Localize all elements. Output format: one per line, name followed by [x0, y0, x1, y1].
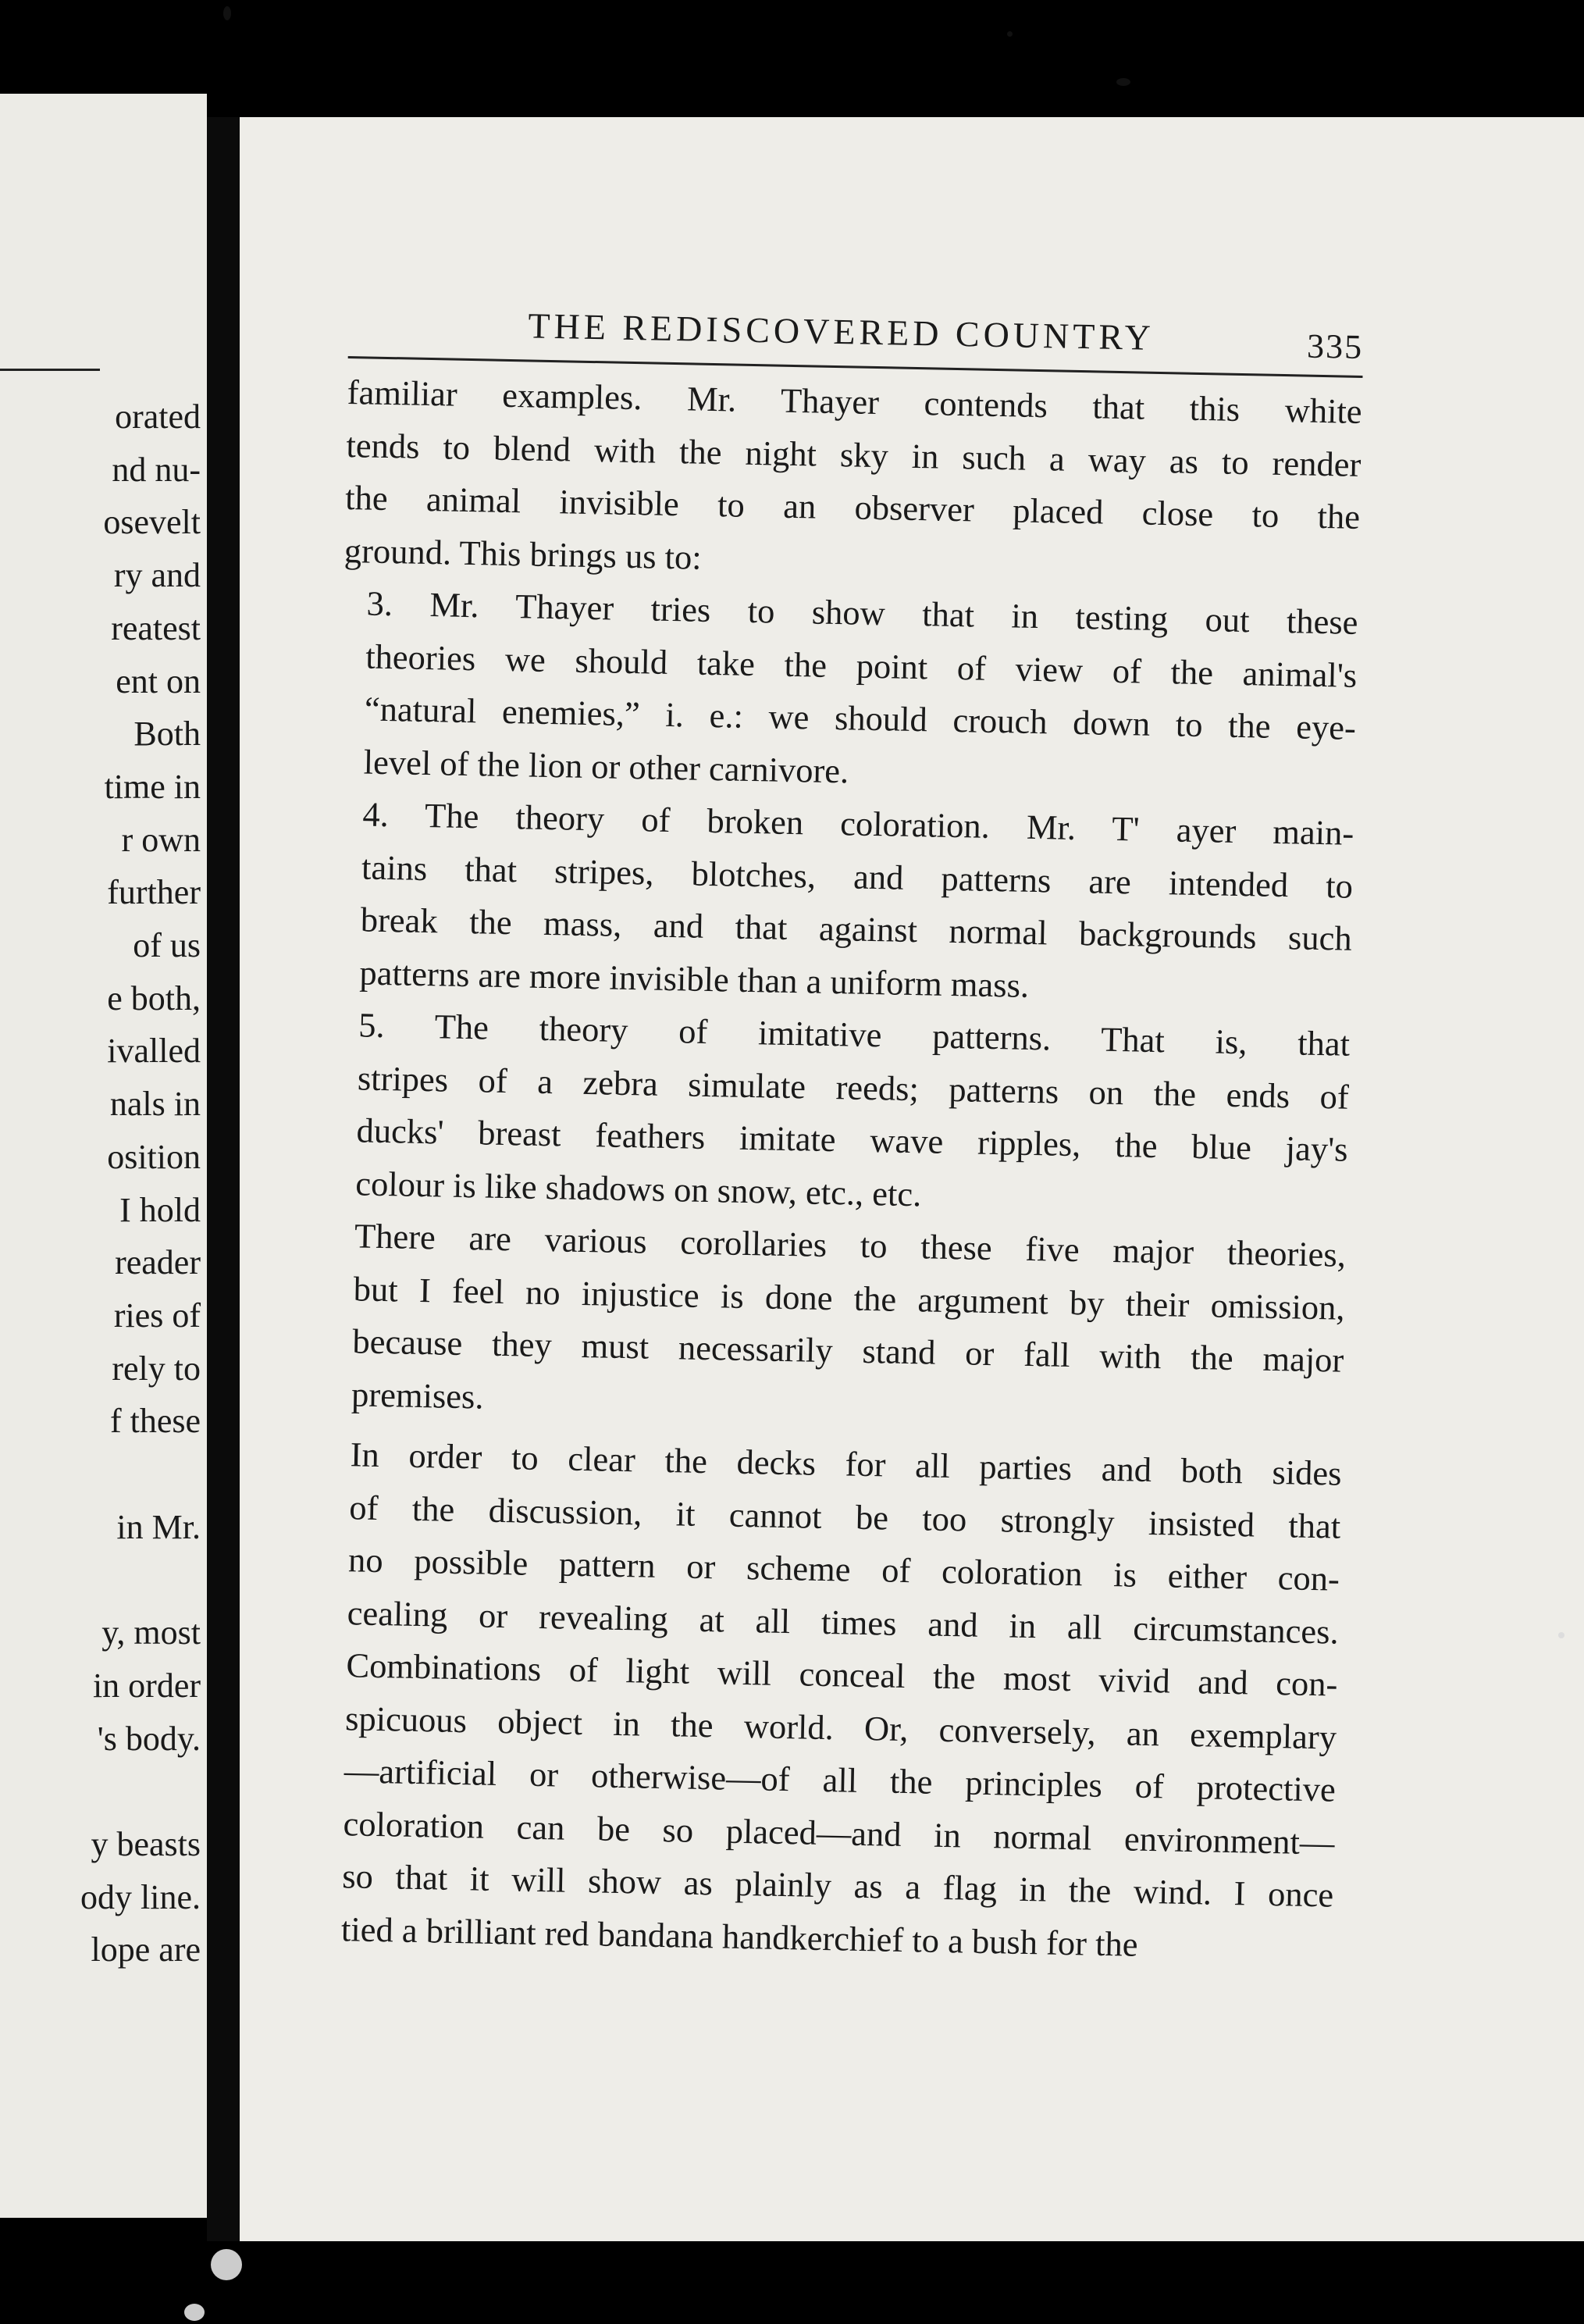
- page-content: [317, 305, 1363, 1975]
- left-page-line-fragment: y, most: [101, 1613, 201, 1652]
- text-line: 3. Mr. Thayer tries to show that in testing out these: [366, 583, 1358, 642]
- left-page-line-fragment: in Mr.: [116, 1507, 201, 1546]
- left-page-line-fragment: nd nu-: [112, 450, 201, 489]
- left-page-line-fragment: in order: [92, 1666, 201, 1705]
- text-line: coloration can be so placed—and in normal environment—: [343, 1803, 1335, 1862]
- left-page-line-fragment: f these: [109, 1402, 201, 1441]
- text-line: so that it will show as plainly as a flag in the wind. I once: [341, 1856, 1334, 1915]
- body-text: [317, 366, 1362, 1975]
- scan-speck: [184, 2304, 205, 2321]
- paragraph: [328, 1210, 1347, 1440]
- left-page-line-fragment: ody line.: [80, 1877, 201, 1916]
- text-line: tied a brilliant red bandana handkerchief to a bush for the: [340, 1909, 1139, 1964]
- paragraph: [343, 366, 1362, 597]
- left-page-line-fragment: rely to: [112, 1349, 201, 1388]
- text-line: stripes of a zebra simulate reeds; patterns on the ends of: [357, 1057, 1350, 1117]
- left-page-line-fragment: osevelt: [103, 503, 201, 542]
- left-page-line-fragment: y beasts: [91, 1824, 201, 1863]
- paragraph: [332, 999, 1351, 1229]
- left-page-line-fragment: osition: [107, 1137, 201, 1176]
- scan-speck: [1007, 31, 1013, 37]
- text-line: “natural enemies,” i. e.: we should crouch down to the eye-: [364, 689, 1357, 747]
- paragraph: [336, 788, 1354, 1018]
- text-line: level of the lion or other carnivore.: [363, 741, 849, 790]
- left-page-line-fragment: ent on: [116, 661, 201, 700]
- left-page-line-fragment: e both,: [107, 978, 201, 1018]
- paragraph: [317, 1428, 1342, 1975]
- left-page-line-fragment: 's body.: [97, 1719, 201, 1758]
- text-line: because they must necessarily stand or fall with the major: [352, 1321, 1344, 1380]
- scan-speck: [1558, 1632, 1564, 1638]
- page-header: [348, 305, 1364, 372]
- right-page: [240, 117, 1584, 2241]
- left-page-line-fragment: reader: [115, 1243, 201, 1282]
- left-page-line-fragment: ries of: [113, 1296, 201, 1335]
- text-line: of the discussion, it cannot be too strongly insisted that: [348, 1487, 1341, 1546]
- text-line: premises.: [351, 1374, 484, 1417]
- left-page-line-fragment: reatest: [111, 608, 201, 647]
- text-line: patterns are more invisible than a uniform mass.: [359, 952, 1030, 1005]
- text-line: cealing or revealing at all times and in all circumstances.: [347, 1592, 1340, 1652]
- left-facing-page: [0, 94, 207, 2218]
- left-page-line-fragment: orated: [115, 397, 201, 436]
- text-line: 4. The theory of broken coloration. Mr. T' ayer main-: [361, 794, 1354, 853]
- page-number: 335: [1306, 326, 1364, 366]
- left-page-line-fragment: further: [107, 873, 201, 912]
- text-line: break the mass, and that against normal backgrounds such: [360, 900, 1353, 958]
- left-page-header-rule: [0, 369, 100, 371]
- text-line: spicuous object in the world. Or, conversely, an exemplary: [344, 1698, 1337, 1757]
- text-line: but I feel no injustice is done the argument by their omission,: [353, 1268, 1346, 1328]
- text-line: theories we should take the point of view of the animal's: [365, 636, 1358, 695]
- book-gutter: [207, 117, 240, 2241]
- text-line: ducks' breast feathers imitate wave ripples, the blue jay's: [356, 1110, 1348, 1169]
- left-page-line-fragment: I hold: [119, 1190, 201, 1229]
- scan-speck: [1116, 78, 1130, 86]
- text-line: colour is like shadows on snow, etc., etc.: [354, 1163, 922, 1214]
- scan-speck: [223, 6, 231, 20]
- text-line: Combinations of light will conceal the most vivid and con-: [346, 1645, 1338, 1704]
- scan-speck: [211, 2249, 242, 2280]
- text-line: ground. This brings us to:: [343, 530, 703, 577]
- paragraph: [340, 577, 1358, 807]
- text-line: familiar examples. Mr. Thayer contends that this white: [347, 372, 1363, 431]
- left-page-line-fragment: Both: [133, 715, 201, 754]
- text-line: tains that stripes, blotches, and patterns are intended to: [361, 847, 1354, 906]
- text-line: the animal invisible to an observer placed close to the: [344, 477, 1361, 536]
- text-line: In order to clear the decks for all parties and both sides: [350, 1435, 1342, 1493]
- left-page-line-fragment: r own: [121, 820, 201, 859]
- text-line: tends to blend with the night sky in such a way as to render: [346, 425, 1362, 484]
- text-line: —artificial or otherwise—of all the principles of protective: [343, 1751, 1337, 1809]
- left-page-line-fragment: ivalled: [107, 1032, 201, 1071]
- left-page-line-fragment: nals in: [109, 1085, 201, 1124]
- left-page-line-fragment: time in: [104, 767, 201, 806]
- left-page-line-fragment: of us: [133, 926, 201, 964]
- text-line: 5. The theory of imitative patterns. That is, that: [358, 1005, 1351, 1064]
- running-title: THE REDISCOVERED COUNTRY: [528, 305, 1155, 358]
- left-page-line-fragment: ry and: [113, 556, 201, 595]
- text-line: no possible pattern or scheme of coloration is either con-: [347, 1540, 1340, 1599]
- text-line: There are various corollaries to these five major theories,: [354, 1216, 1347, 1274]
- left-page-line-fragment: lope are: [91, 1930, 201, 1969]
